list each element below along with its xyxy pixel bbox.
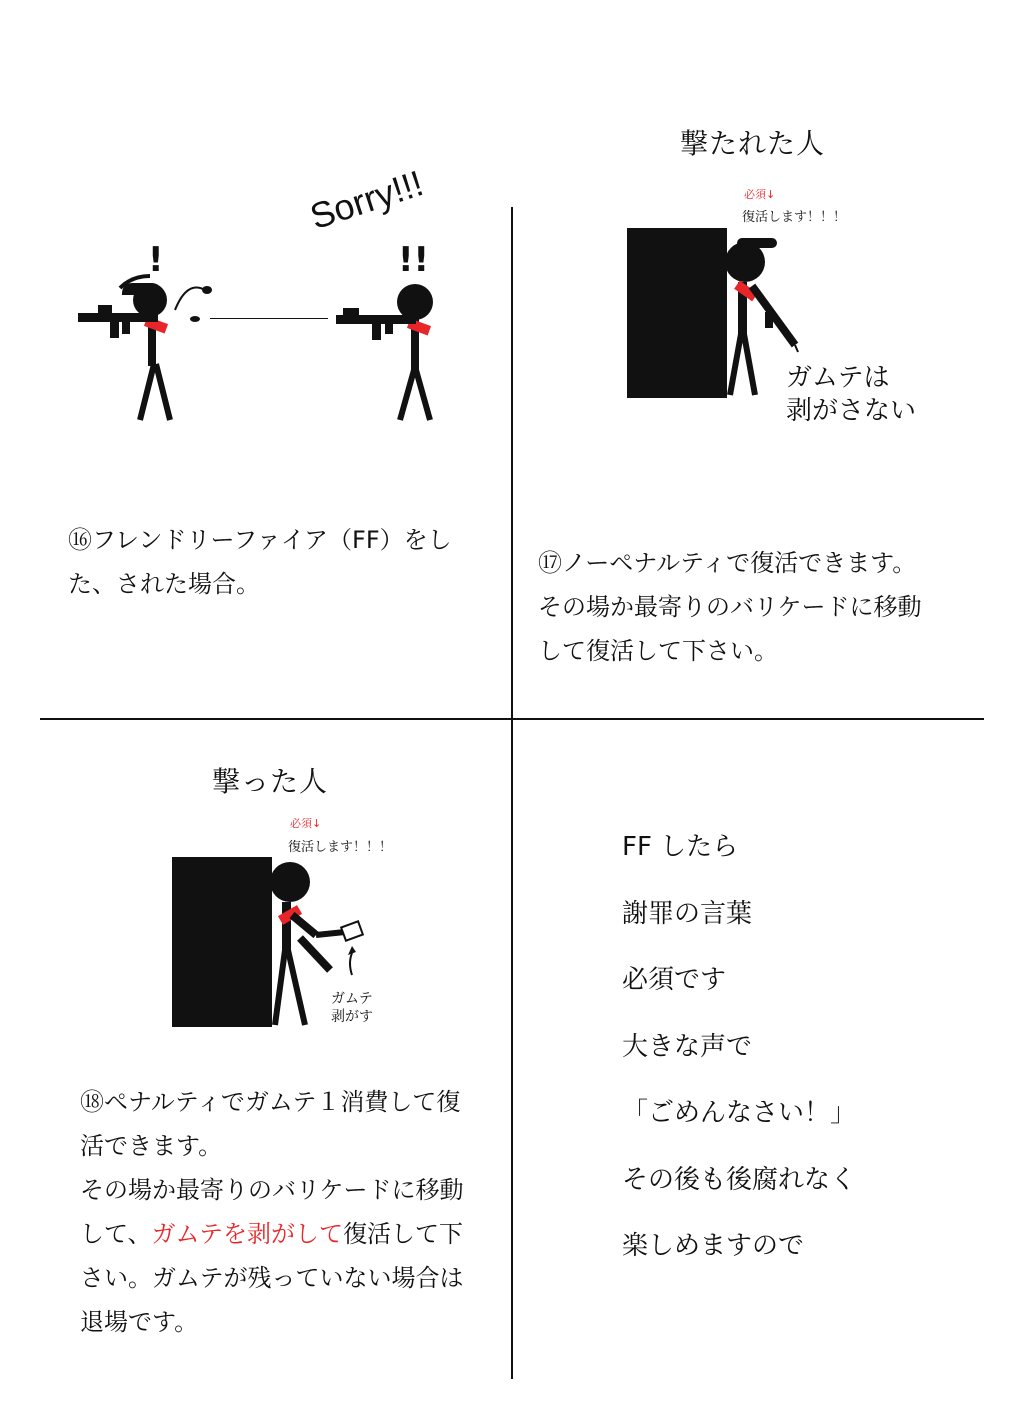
rule-18-line4-post: 復活して下 <box>343 1220 464 1248</box>
rule-16-line1: ⑯フレンドリーファイア（FF）をし <box>68 526 452 554</box>
shooter-player-figure <box>0 0 380 1040</box>
rule-17-line1: ⑰ノーペナルティで復活できます。 <box>538 549 917 577</box>
rule-16-line2: た、された場合。 <box>68 570 260 598</box>
rule-18-highlight: ガムテを剥がして <box>151 1220 344 1248</box>
sorry-speech: Sorry!!! <box>305 162 429 238</box>
rule-18-line2: 活できます。 <box>80 1132 223 1160</box>
rule-18-line1: ⑱ペナルティでガムテ１消費して復 <box>80 1088 461 1116</box>
etiquette-line: 必須です <box>622 965 727 995</box>
rule-17-line2: その場か最寄りのバリケードに移動 <box>538 593 922 621</box>
tape-note-18-line2: 剥がす <box>331 1009 373 1025</box>
revive-call-text: 復活します！！！ <box>288 840 393 855</box>
etiquette-line: 楽しめますので <box>622 1231 805 1261</box>
panel-18-heading: 撃った人 <box>212 765 329 798</box>
required-label: 必須↓ <box>744 188 776 201</box>
exclamation-left: ! <box>148 240 164 280</box>
rule-17-text <box>538 541 922 673</box>
rule-18-text <box>80 1080 464 1344</box>
revive-call-text: 復活します！！！ <box>742 210 847 225</box>
rule-18-line4 <box>80 1212 464 1256</box>
tape-note-18-line1: ガムテ <box>331 991 373 1007</box>
etiquette-line: その後も後腐れなく <box>622 1164 857 1195</box>
rule-18-line5: さい。ガムテが残っていない場合は <box>80 1264 464 1292</box>
required-label: 必須↓ <box>290 817 322 830</box>
rule-18-line3: その場か最寄りのバリケードに移動 <box>80 1176 464 1204</box>
etiquette-panel <box>622 826 856 1292</box>
tape-note-17 <box>786 362 916 428</box>
etiquette-line: 謝罪の言葉 <box>622 898 753 929</box>
panel-17-heading: 撃たれた人 <box>680 127 826 160</box>
rule-18-line4-pre: して、 <box>80 1220 152 1248</box>
etiquette-line: 大きな声で <box>622 1031 753 1062</box>
etiquette-line: 「ごめんなさい！」 <box>622 1098 857 1128</box>
exclamation-right: !! <box>398 240 430 280</box>
etiquette-line: FF したら <box>622 832 739 862</box>
rule-17-line3: して復活して下さい。 <box>538 637 778 665</box>
tape-note-17-line1: ガムテは <box>786 363 890 393</box>
tape-note-18 <box>331 990 373 1026</box>
rule-18-line6: 退場です。 <box>80 1308 199 1336</box>
tape-note-17-line2: 剥がさない <box>786 396 917 426</box>
